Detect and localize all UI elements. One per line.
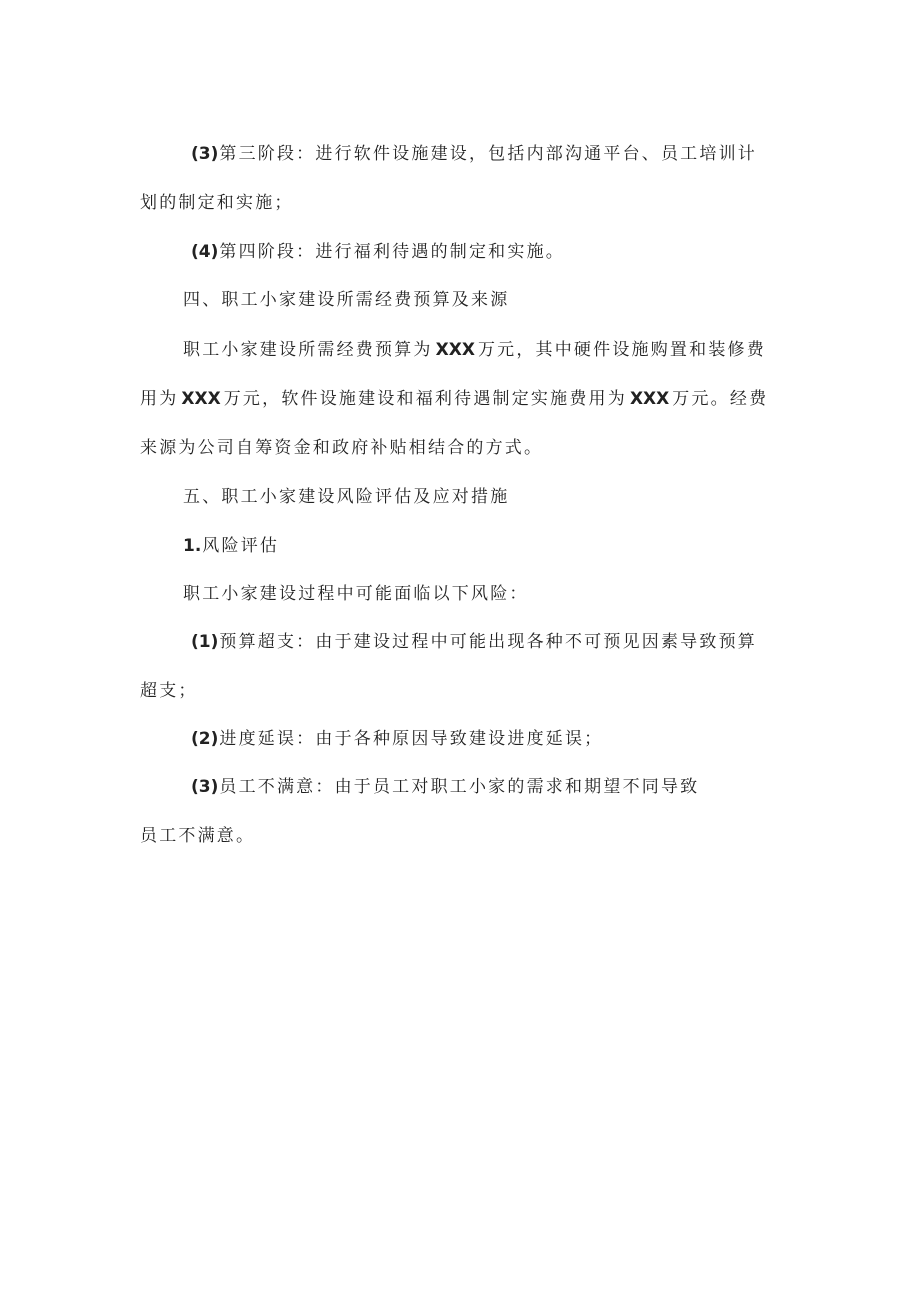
- phase-3-text: 第三阶段：进行软件设施建设，包括内部沟通平台、员工培训计: [219, 144, 757, 164]
- phase-3-line-1: [183, 142, 757, 166]
- risk-3-number: (3): [191, 777, 219, 797]
- phase-4-number: (4): [191, 242, 219, 262]
- risk-3-line-1: [183, 775, 699, 799]
- budget-amount-total: XXX: [435, 340, 475, 360]
- budget-text-2a: 用为: [140, 389, 179, 409]
- risk-2-number: (2): [191, 729, 219, 749]
- risk-1-line-2: 超支；: [140, 681, 198, 701]
- budget-text-1b: 万元，其中硬件设施购置和装修费: [477, 340, 766, 360]
- section-4-heading: 四、职工小家建设所需经费预算及来源: [183, 290, 510, 310]
- budget-text-2b: 万元，软件设施建设和福利待遇制定实施费用为: [223, 389, 627, 409]
- subsection-1-number: 1.: [183, 536, 202, 556]
- risk-1-line-1: [183, 630, 757, 654]
- subsection-1-heading: [183, 534, 279, 558]
- phase-3-number: (3): [191, 144, 219, 164]
- budget-line-2: [140, 387, 768, 411]
- budget-text-2c: 万元。经费: [672, 389, 769, 409]
- budget-amount-hardware: XXX: [181, 389, 221, 409]
- phase-4-text: 第四阶段：进行福利待遇的制定和实施。: [219, 242, 565, 262]
- risk-intro: 职工小家建设过程中可能面临以下风险：: [183, 584, 529, 604]
- phase-4-line: [183, 240, 565, 264]
- risk-1-text: 预算超支：由于建设过程中可能出现各种不可预见因素导致预算: [219, 632, 757, 652]
- risk-2-line: [183, 727, 603, 751]
- phase-3-line-2: 划的制定和实施；: [140, 193, 294, 213]
- risk-2-text: 进度延误：由于各种原因导致建设进度延误；: [219, 729, 604, 749]
- budget-line-1: [183, 338, 766, 362]
- risk-3-line-2: 员工不满意。: [140, 826, 256, 846]
- subsection-1-text: 风险评估: [202, 536, 280, 556]
- budget-line-3: 来源为公司自筹资金和政府补贴相结合的方式。: [140, 438, 544, 458]
- budget-text-1a: 职工小家建设所需经费预算为: [183, 340, 433, 360]
- section-5-heading: 五、职工小家建设风险评估及应对措施: [183, 487, 510, 507]
- risk-1-number: (1): [191, 632, 219, 652]
- budget-amount-software: XXX: [629, 389, 670, 409]
- risk-3-text: 员工不满意：由于员工对职工小家的需求和期望不同导致: [219, 777, 700, 797]
